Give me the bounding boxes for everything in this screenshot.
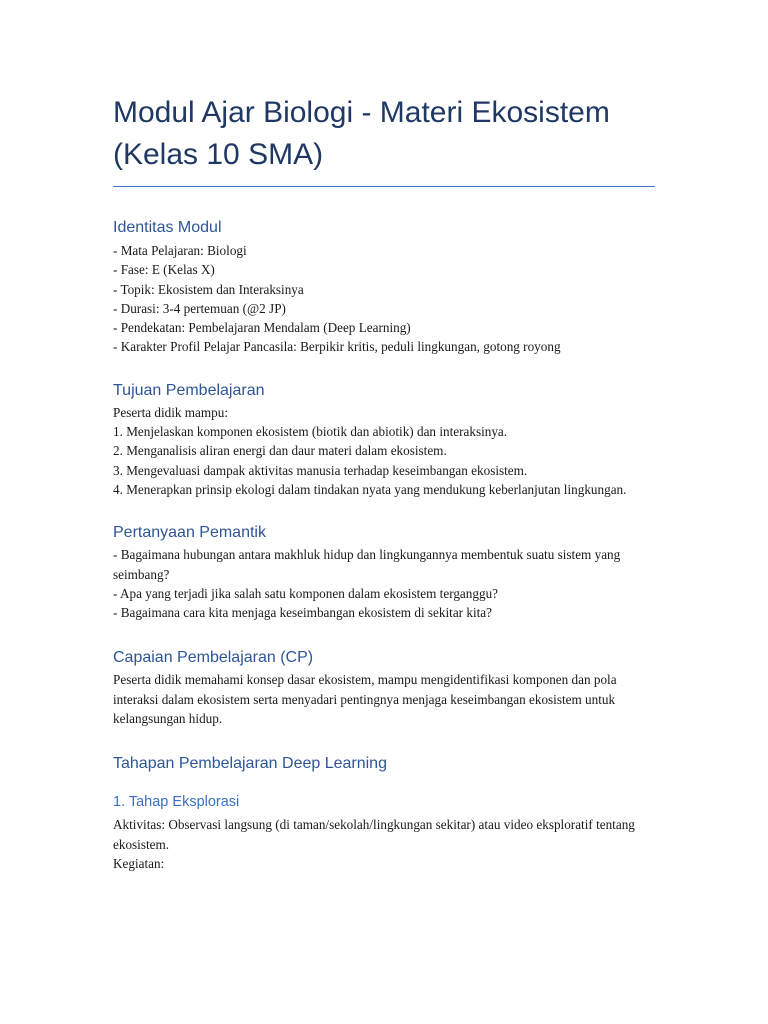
page-title: Modul Ajar Biologi - Materi Ekosistem (Kelas 10 SMA) [113, 92, 655, 187]
pemantik-list [113, 545, 655, 622]
list-item: Kegiatan: [113, 855, 165, 871]
list-item: - Pendekatan: Pembelajaran Mendalam (Deep Learning) [113, 320, 411, 336]
section-heading-tahapan: Tahapan Pembelajaran Deep Learning [113, 755, 387, 773]
list-item: - Topik: Ekosistem dan Interaksinya [113, 281, 304, 297]
list-item: - Apa yang terjadi jika salah satu komponen dalam ekosistem terganggu? [113, 585, 499, 601]
list-item: - Karakter Profil Pelajar Pancasila: Berpikir kritis, peduli lingkungan, gotong royong [113, 339, 561, 355]
list-item: 1. Menjelaskan komponen ekosistem (biotik dan abiotik) dan interaksinya. [113, 424, 508, 440]
list-item: - Durasi: 3-4 pertemuan (@2 JP) [113, 300, 286, 316]
eksplorasi-list [113, 815, 655, 873]
list-item: Aktivitas: Observasi langsung (di taman/sekolah/lingkungan sekitar) atau video eksploratif tentang ekosistem. [113, 817, 635, 852]
capaian-paragraph: Peserta didik memahami konsep dasar ekosistem, mampu mengidentifikasi komponen dan pola interaksi dalam ekosistem serta menyadari pentingnya menjaga keseimbangan ekosistem untuk kelangsungan hidup. [113, 672, 617, 727]
identitas-list [113, 241, 655, 357]
list-item: 3. Mengevaluasi dampak aktivitas manusia terhadap keseimbangan ekosistem. [113, 462, 528, 478]
list-item: - Bagaimana cara kita menjaga keseimbangan ekosistem di sekitar kita? [113, 605, 492, 621]
subsection-heading-eksplorasi: 1. Tahap Eksplorasi [113, 794, 240, 811]
section-heading-pemantik: Pertanyaan Pemantik [113, 524, 266, 542]
list-item: Peserta didik mampu: [113, 404, 229, 420]
list-item: - Fase: E (Kelas X) [113, 262, 215, 278]
section-heading-tujuan: Tujuan Pembelajaran [113, 381, 265, 399]
list-item: 2. Menganalisis aliran energi dan daur materi dalam ekosistem. [113, 443, 447, 459]
list-item: - Mata Pelajaran: Biologi [113, 243, 247, 258]
list-item: 4. Menerapkan prinsip ekologi dalam tindakan nyata yang mendukung keberlanjutan lingkungan. [113, 481, 627, 497]
section-heading-identitas: Identitas Modul [113, 219, 222, 236]
list-item: - Bagaimana hubungan antara makhluk hidup dan lingkungannya membentuk suatu sistem yang seimbang? [113, 547, 621, 582]
document-page [113, 92, 655, 873]
section-heading-capaian: Capaian Pembelajaran (CP) [113, 649, 314, 667]
tujuan-list [113, 403, 655, 499]
